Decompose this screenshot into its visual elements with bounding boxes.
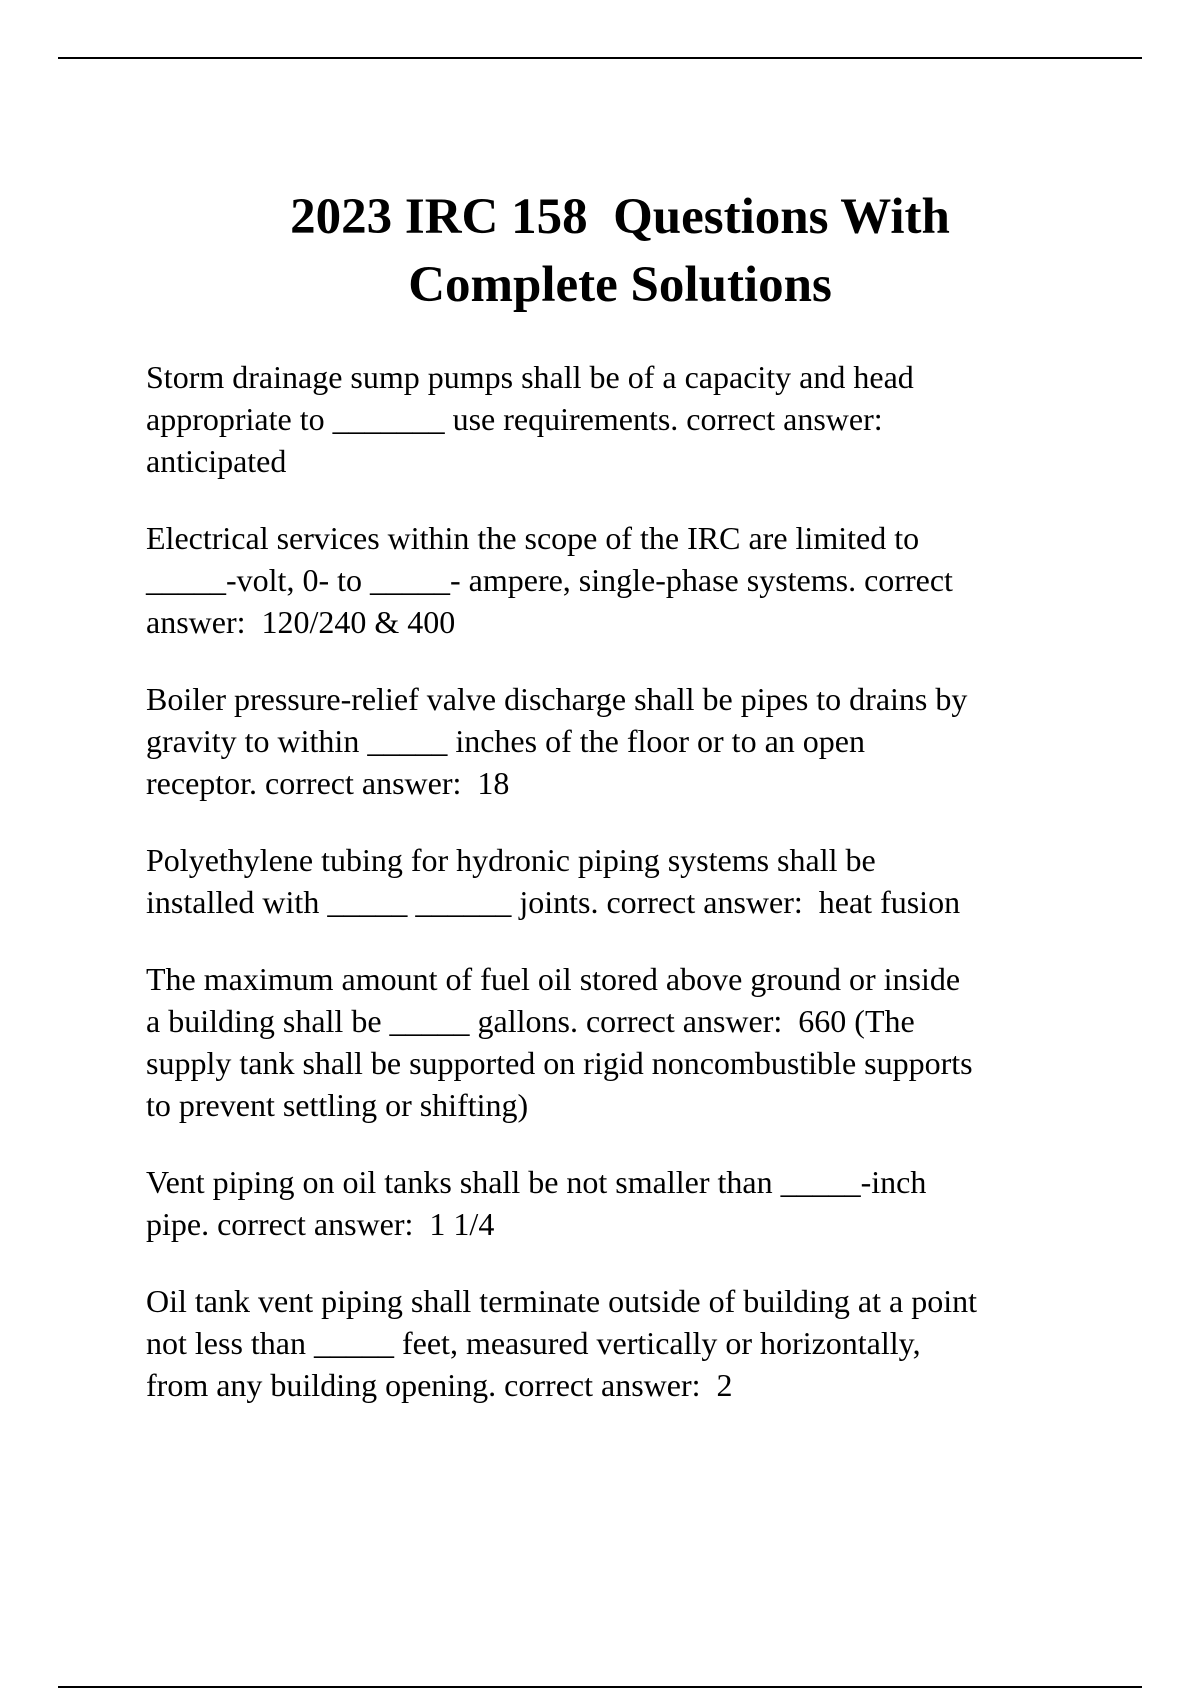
question-item-7: Oil tank vent piping shall terminate outside of building at a point not less than _____ feet, measured vertically or horizontally, from any building opening. correct answer: 2 (146, 1283, 977, 1403)
question-item-6: Vent piping on oil tanks shall be not smaller than _____-inch pipe. correct answer: 1 1/4 (146, 1164, 927, 1242)
page-title: 2023 IRC 158 Questions With Complete Solutions (290, 189, 950, 313)
bottom-rule (58, 1686, 1142, 1688)
question-item-4: Polyethylene tubing for hydronic piping systems shall be installed with _____ ______ joints. correct answer: heat fusion (146, 842, 961, 920)
question-item-5: The maximum amount of fuel oil stored above ground or inside a building shall be _____ gallons. correct answer: 660 (The supply tank shall be supported on rigid noncombustible supports to prevent settling or shifting) (146, 961, 973, 1123)
question-list (146, 356, 1106, 1441)
top-rule (58, 57, 1142, 59)
question-item-3: Boiler pressure-relief valve discharge shall be pipes to drains by gravity to within _____ inches of the floor or to an open receptor. correct answer: 18 (146, 681, 968, 801)
question-item-2: Electrical services within the scope of the IRC are limited to _____-volt, 0- to _____- ampere, single-phase systems. correct answer: 120/240 & 400 (146, 520, 953, 640)
question-item-1: Storm drainage sump pumps shall be of a capacity and head appropriate to _______ use requirements. correct answer: anticipated (146, 359, 914, 479)
